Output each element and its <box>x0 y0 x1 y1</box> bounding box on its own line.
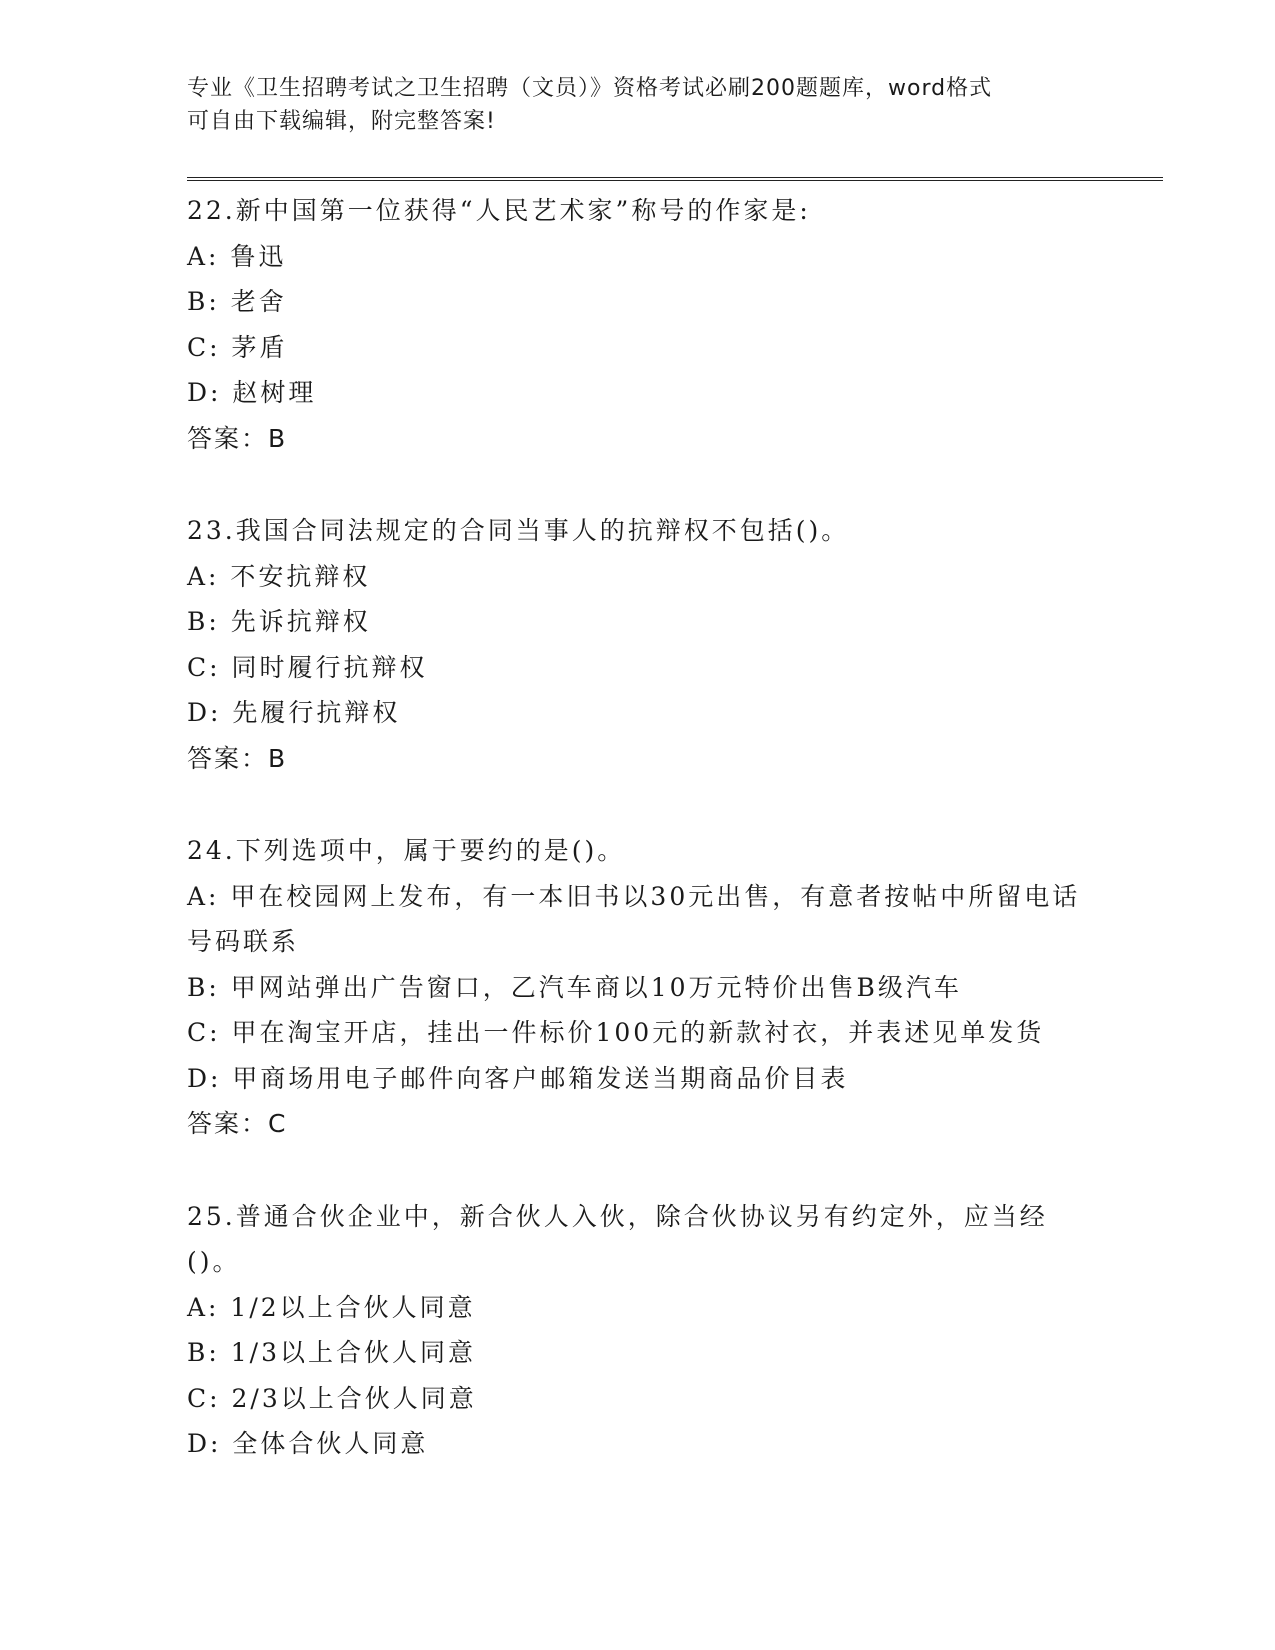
header-line-1: 专业《卫生招聘考试之卫生招聘（文员）》资格考试必刷200题题库，word格式 <box>187 76 993 101</box>
option-a: A: 甲在校园网上发布，有一本旧书以30元出售，有意者按帖中所留电话号码联系 <box>187 881 1081 956</box>
question-23 <box>187 508 1087 781</box>
option-a: A: 鲁迅 <box>187 241 287 271</box>
question-22 <box>187 188 1087 461</box>
option-d: D: 先履行抗辩权 <box>187 698 401 727</box>
option-c: C: 茅盾 <box>187 332 288 362</box>
option-a: A: 1/2以上合伙人同意 <box>187 1292 476 1322</box>
question-stem: 25.普通合伙企业中，新合伙人入伙，除合伙协议另有约定外，应当经()。 <box>187 1201 1048 1276</box>
document-header <box>187 72 1077 138</box>
question-24 <box>187 828 1087 1147</box>
answer-line: 答案：B <box>187 743 288 773</box>
option-d: D: 赵树理 <box>187 378 317 407</box>
question-stem: 24.下列选项中，属于要约的是()。 <box>187 836 626 865</box>
option-d: D: 全体合伙人同意 <box>187 1429 429 1458</box>
option-c: C: 2/3以上合伙人同意 <box>187 1383 477 1413</box>
answer-line: 答案：C <box>187 1109 288 1138</box>
header-divider <box>187 177 1163 181</box>
option-b: B: 老舍 <box>187 287 287 316</box>
option-c: C: 同时履行抗辩权 <box>187 652 428 682</box>
option-c: C: 甲在淘宝开店，挂出一件标价100元的新款衬衣，并表述见单发货 <box>187 1018 1045 1047</box>
option-b: B: 先诉抗辩权 <box>187 607 371 636</box>
question-stem: 23.我国合同法规定的合同当事人的抗辩权不包括()。 <box>187 516 850 545</box>
question-list <box>187 188 1087 1514</box>
option-d: D: 甲商场用电子邮件向客户邮箱发送当期商品价目表 <box>187 1063 849 1093</box>
option-b: B: 甲网站弹出广告窗口，乙汽车商以10万元特价出售B级汽车 <box>187 972 962 1002</box>
question-stem: 22.新中国第一位获得“人民艺术家”称号的作家是: <box>187 196 811 225</box>
option-a: A: 不安抗辩权 <box>187 561 371 591</box>
question-25 <box>187 1194 1087 1467</box>
answer-line: 答案：B <box>187 423 288 453</box>
option-b: B: 1/3以上合伙人同意 <box>187 1338 476 1367</box>
header-line-2: 可自由下载编辑，附完整答案! <box>187 109 496 134</box>
